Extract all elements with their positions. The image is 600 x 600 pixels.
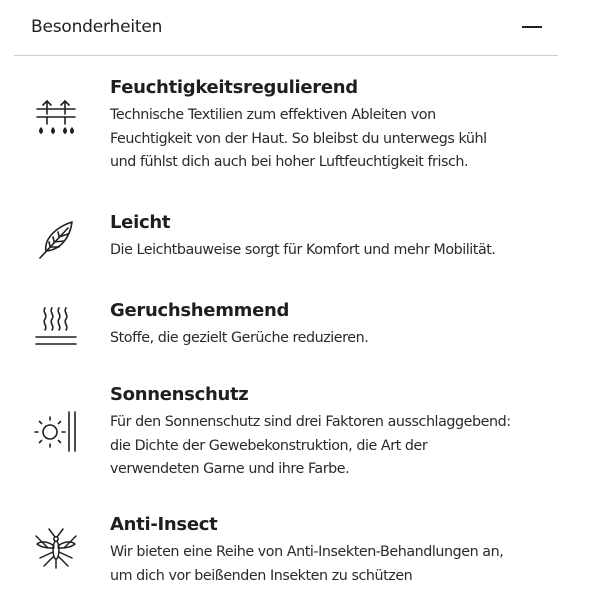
- feature-description: Für den Sonnenschutz sind drei Faktoren ausschlaggebend: die Dichte der Gewebekonstruktion, die Art der verwendeten Garne und ihre Farbe.: [110, 414, 511, 477]
- feature-description: Stoffe, die gezielt Gerüche reduzieren.: [110, 330, 369, 346]
- minus-icon[interactable]: [522, 26, 542, 28]
- section-title: Besonderheiten: [31, 17, 163, 37]
- section-header[interactable]: [14, 0, 558, 56]
- feature-description: Wir bieten eine Reihe von Anti-Insekten-Behandlungen an, um dich vor beißenden Insekten zu schützen: [110, 544, 504, 584]
- feature-title: Feuchtigkeitsregulierend: [110, 77, 358, 98]
- feature-title: Sonnenschutz: [110, 384, 249, 405]
- feature-title: Geruchshemmend: [110, 300, 290, 321]
- feather-icon: [34, 218, 78, 262]
- mosquito-icon: [34, 526, 78, 570]
- sun-protection-icon: [34, 408, 78, 452]
- odor-control-icon: [34, 304, 78, 348]
- feature-title: Leicht: [110, 212, 171, 233]
- feature-description: Die Leichtbauweise sorgt für Komfort und mehr Mobilität.: [110, 242, 496, 258]
- moisture-wicking-icon: [34, 98, 78, 142]
- feature-description: Technische Textilien zum effektiven Ableiten von Feuchtigkeit von der Haut. So bleibst du unterwegs kühl und fühlst dich auch bei hoher Luftfeuchtigkeit frisch.: [110, 107, 487, 170]
- feature-title: Anti-Insect: [110, 514, 218, 535]
